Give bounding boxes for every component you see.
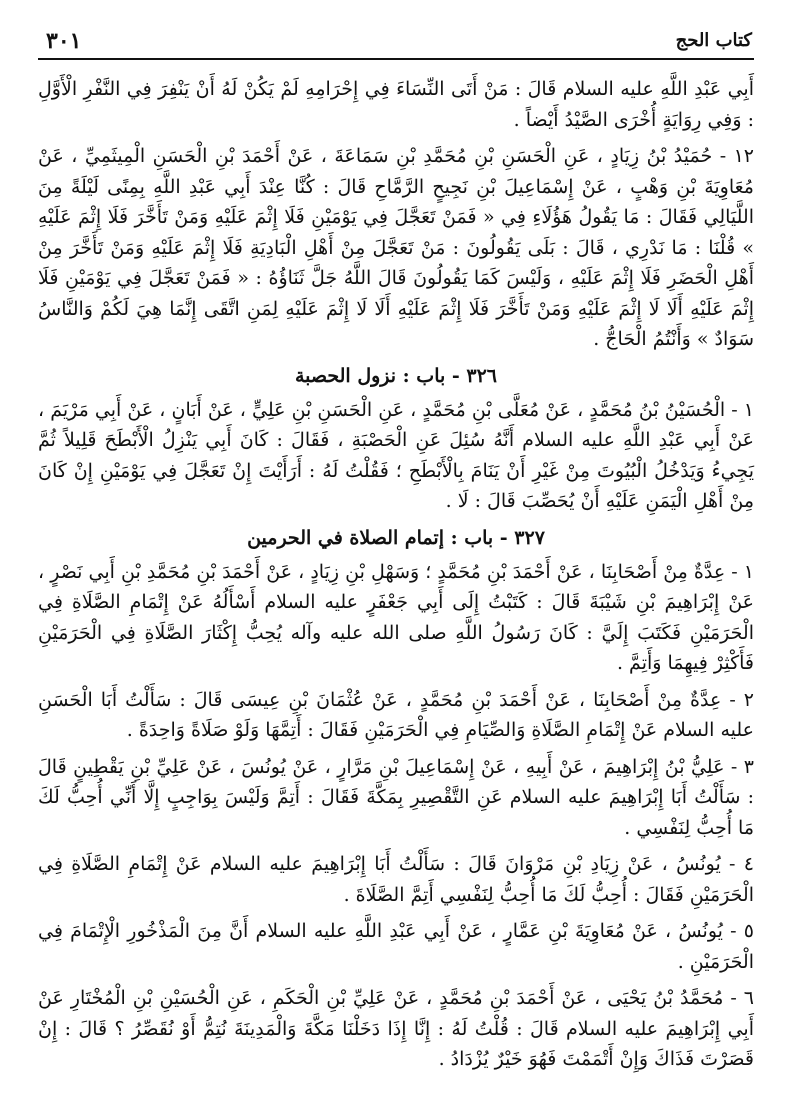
chapter-327-hadith-4: ٤ - يُونُسُ ، عَنْ زِيَادِ بْنِ مَرْوَانَ قَالَ : سَأَلْتُ أَبَا إِبْرَاهِيمَ عليه السلام عَنْ إِتْمَامِ الصَّلَاةِ فِي الْحَرَمَيْنِ فَقَالَ : أُحِبُّ لَكَ مَا أُحِبُّ لِنَفْسِي أَتِمَّ الصَّلَاةَ . — [38, 853, 754, 906]
chapter-327-hadith-2: ٢ - عِدَّةٌ مِنْ أَصْحَابِنَا ، عَنْ أَحْمَدَ بْنِ مُحَمَّدٍ ، عَنْ عُثْمَانَ بْنِ عِيسَى قَالَ : سَأَلْتُ أَبَا الْحَسَنِ عليه السلام عَنْ إِتْمَامِ الصَّلَاةِ وَالصِّيَامِ فِي الْحَرَمَيْنِ فَقَالَ : أَتِمَّهَا وَلَوْ صَلَاةً وَاحِدَةً . — [38, 688, 754, 741]
paragraph-continuation: أَبِي عَبْدِ اللَّهِ عليه السلام قَالَ : مَنْ أَتَى النِّسَاءَ فِي إِحْرَامِهِ لَمْ يَكُنْ لَهُ أَنْ يَنْفِرَ فِي النَّفْرِ الْأَوَّلِ : وَفِي رِوَايَةٍ أُخْرَى الصَّيْدُ أَيْضاً . — [38, 78, 754, 131]
chapter-326-hadith-1: ١ - الْحُسَيْنُ بْنُ مُحَمَّدٍ ، عَنْ مُعَلَّى بْنِ مُحَمَّدٍ ، عَنِ الْحَسَنِ بْنِ عَلِيٍّ ، عَنْ أَبَانٍ ، عَنْ أَبِي مَرْيَمَ ، عَنْ أَبِي عَبْدِ اللَّهِ عليه السلام أَنَّهُ سُئِلَ عَنِ الْحَصْبَةِ ، فَقَالَ : كَانَ أَبِي يَنْزِلُ الْأَبْطَحَ قَلِيلاً ثُمَّ يَجِيءُ وَيَدْخُلُ الْبُيُوتَ مِنْ غَيْرِ أَنْ يَنَامَ بِالْأَبْطَحِ ؛ فَقُلْتُ لَهُ : أَرَأَيْتَ إِنْ تَعَجَّلَ فِي يَوْمَيْنِ إِنْ كَانَ مِنْ أَهْلِ الْيَمَنِ عَلَيْهِ أَنْ يُحَصِّبَ قَالَ : لَا . — [38, 398, 754, 512]
page-header — [38, 28, 754, 60]
chapter-327-hadith-5: ٥ - يُونُسُ ، عَنْ مُعَاوِيَةَ بْنِ عَمَّارٍ ، عَنْ أَبِي عَبْدِ اللَّهِ عليه السلام أَنَّ مِنَ الْمَذْخُورِ الْإِتْمَامَ فِي الْحَرَمَيْنِ . — [38, 920, 754, 973]
chapter-327-hadith-1: ١ - عِدَّةٌ مِنْ أَصْحَابِنَا ، عَنْ أَحْمَدَ بْنِ مُحَمَّدٍ ؛ وَسَهْلِ بْنِ زِيَادٍ ، عَنْ أَحْمَدَ بْنِ مُحَمَّدِ بْنِ أَبِي نَصْرٍ ، عَنْ إِبْرَاهِيمَ بْنِ شَيْبَةَ قَالَ : كَتَبْتُ إِلَى أَبِي جَعْفَرٍ عليه السلام أَسْأَلُهُ عَنْ إِتْمَامِ الصَّلَاةِ فِي الْحَرَمَيْنِ فَكَتَبَ إِلَيَّ : كَانَ رَسُولُ اللَّهِ صلى الله عليه وآله يُحِبُّ إِكْثَارَ الصَّلَاةِ فِي الْحَرَمَيْنِ فَأَكْثِرْ فِيهِمَا وَأَتِمَّ . — [38, 560, 754, 674]
chapter-327-hadith-3: ٣ - عَلِيُّ بْنُ إِبْرَاهِيمَ ، عَنْ أَبِيهِ ، عَنْ إِسْمَاعِيلَ بْنِ مَرَّارٍ ، عَنْ يُونُسَ ، عَنْ عَلِيِّ بْنِ يَقْطِينٍ قَالَ : سَأَلْتُ أَبَا إِبْرَاهِيمَ عليه السلام عَنِ التَّقْصِيرِ بِمَكَّةَ فَقَالَ : أَتِمَّ وَلَيْسَ بِوَاجِبٍ إِلَّا أَنِّي أُحِبُّ لَكَ مَا أُحِبُّ لِنَفْسِي . — [38, 755, 754, 839]
chapter-326-heading: ٣٢٦ - باب : نزول الحصبة — [294, 364, 498, 387]
running-title: كتاب الحج — [675, 30, 752, 51]
chapter-327-hadith-6: ٦ - مُحَمَّدُ بْنُ يَحْيَى ، عَنْ أَحْمَدَ بْنِ مُحَمَّدٍ ، عَنْ عَلِيِّ بْنِ الْحَكَمِ ، عَنِ الْحُسَيْنِ بْنِ الْمُخْتَارِ عَنْ أَبِي إِبْرَاهِيمَ عليه السلام قَالَ : قُلْتُ لَهُ : إِنَّا إِذَا دَخَلْنَا مَكَّةَ وَالْمَدِينَةَ نُتِمُّ أَوْ نُقَصِّرُ ؟ قَالَ : إِنْ قَصَرْتَ فَذَاكَ وَإِنْ أَتْمَمْتَ فَهُوَ خَيْرٌ يُزْدَادُ . — [38, 987, 754, 1070]
hadith-12: ١٢ - حُمَيْدُ بْنُ زِيَادٍ ، عَنِ الْحَسَنِ بْنِ مُحَمَّدِ بْنِ سَمَاعَةَ ، عَنْ أَحْمَدَ بْنِ الْحَسَنِ الْمِيثَمِيِّ ، عَنْ مُعَاوِيَةَ بْنِ وَهْبٍ ، عَنْ إِسْمَاعِيلَ بْنِ نَجِيحٍ الرَّمَّاحِ قَالَ : كُنَّا عِنْدَ أَبِي عَبْدِ اللَّهِ بِمِنًى لَيْلَةً مِنَ اللَّيَالِي فَقَالَ : مَا يَقُولُ هَؤُلَاءِ فِي « فَمَنْ تَعَجَّلَ فِي يَوْمَيْنِ فَلَا إِثْمَ عَلَيْهِ وَمَنْ تَأَخَّرَ فَلَا إِثْمَ عَلَيْهِ » قُلْنَا : مَا نَدْرِي ، قَالَ : بَلَى يَقُولُونَ : مَنْ تَعَجَّلَ مِنْ أَهْلِ الْبَادِيَةِ فَلَا إِثْمَ عَلَيْهِ وَمَنْ تَأَخَّرَ مِنْ أَهْلِ الْحَضَرِ فَلَا إِثْمَ عَلَيْهِ ، وَلَيْسَ كَمَا يَقُولُونَ قَالَ اللَّهُ جَلَّ ثَنَاؤُهُ : « فَمَنْ تَعَجَّلَ فِي يَوْمَيْنِ فَلَا إِثْمَ عَلَيْهِ أَلَا لَا إِثْمَ عَلَيْهِ وَمَنْ تَأَخَّرَ فَلَا إِثْمَ عَلَيْهِ أَلَا لَا إِثْمَ عَلَيْهِ لِمَنِ اتَّقَى إِنَّمَا هِيَ لَكُمْ وَالنَّاسُ سَوَادٌ » وَأَنْتُمُ الْحَاجُّ . — [38, 145, 754, 350]
chapter-327-heading: ٣٢٧ - باب : إتمام الصلاة في الحرمين — [247, 526, 545, 549]
page-number: ٣٠١ — [46, 28, 82, 54]
